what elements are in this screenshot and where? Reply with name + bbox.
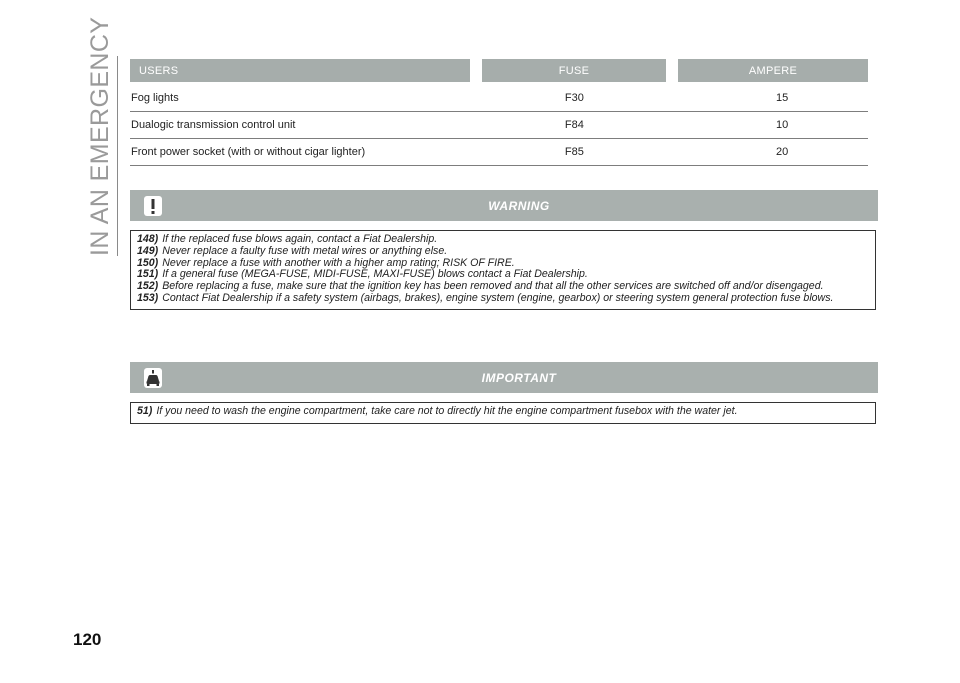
note-number: 51) <box>137 405 153 417</box>
note-number: 150) <box>137 256 159 269</box>
cell-fuse: F30 <box>564 92 584 104</box>
cell-fuse: F85 <box>564 146 584 158</box>
note-text: If the replaced fuse blows again, contact a Fiat Dealership. <box>162 233 438 245</box>
header-ampere: AMPERE <box>678 59 868 82</box>
note-text: If a general fuse (MEGA-FUSE, MIDI-FUSE, MAXI-FUSE) blows contact a Fiat Dealership. <box>162 268 588 281</box>
note-text: Never replace a faulty fuse with metal wires or anything else. <box>162 244 448 257</box>
fuse-table <box>130 59 868 166</box>
cell-ampere: 20 <box>776 146 789 158</box>
warning-notes-box <box>130 230 876 310</box>
cell-users: Fog lights <box>131 92 179 104</box>
note-number: 148) <box>137 233 159 245</box>
cell-users: Dualogic transmission control unit <box>131 119 296 131</box>
header-users: USERS <box>130 59 470 82</box>
note-text: Contact Fiat Dealership if a safety system (airbags, brakes), engine system (engine, gearbox) or steering system general protection fuse blows. <box>162 291 834 304</box>
warning-banner <box>130 190 878 221</box>
note-text: If you need to wash the engine compartment, take care not to directly hit the engine compartment fusebox with the water jet. <box>156 405 738 417</box>
cell-ampere: 10 <box>776 119 789 131</box>
cell-users: Front power socket (with or without cigar lighter) <box>131 146 366 158</box>
side-divider <box>117 56 118 256</box>
note-item <box>137 293 869 305</box>
page-number: 120 <box>73 630 102 649</box>
warning-title: WARNING <box>488 198 550 213</box>
section-side-title <box>72 16 120 256</box>
note-number: 153) <box>137 291 159 304</box>
note-text: Before replacing a fuse, make sure that the ignition key has been removed and that all the other services are switched off and/or disengaged. <box>162 280 824 293</box>
table-header <box>130 59 868 82</box>
note-number: 152) <box>137 280 159 293</box>
note-number: 149) <box>137 244 159 257</box>
header-fuse: FUSE <box>482 59 666 82</box>
table-row <box>130 112 868 139</box>
note-number: 151) <box>137 268 159 281</box>
note-text: Never replace a fuse with another with a higher amp rating; RISK OF FIRE. <box>162 256 515 269</box>
table-row <box>130 85 868 112</box>
important-notes-box <box>130 402 876 424</box>
cell-fuse: F84 <box>564 119 584 131</box>
note-item <box>137 406 869 418</box>
important-title: IMPORTANT <box>481 370 557 385</box>
table-row <box>130 139 868 166</box>
section-title-text: IN AN EMERGENCY <box>86 16 114 256</box>
important-banner <box>130 362 878 393</box>
cell-ampere: 15 <box>776 92 789 104</box>
